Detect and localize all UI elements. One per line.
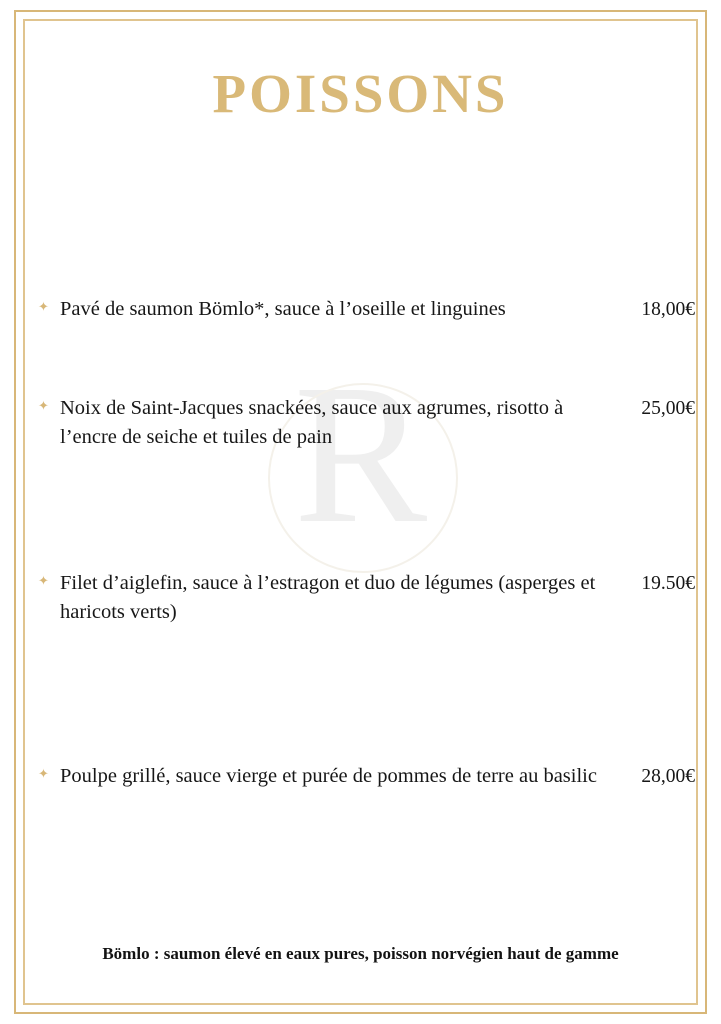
menu-items-list: [38, 295, 695, 791]
item-spacer: [38, 627, 695, 762]
menu-item-name: Filet d’aiglefin, sauce à l’estragon et duo de légumes (asperges et haricots verts): [60, 572, 596, 623]
menu-item-name: Pavé de saumon Bömlo*, sauce à l’oseille et linguines: [60, 298, 506, 320]
menu-item-name: Noix de Saint-Jacques snackées, sauce aux agrumes, risotto à l’encre de seiche et tuiles de pain: [60, 397, 564, 448]
menu-item-name: Poulpe grillé, sauce vierge et purée de pommes de terre au basilic: [60, 765, 597, 787]
menu-item-price: 28,00€: [641, 766, 695, 787]
menu-item-price: 19.50€: [641, 573, 695, 594]
item-spacer: [38, 452, 695, 569]
list-item: [38, 762, 695, 791]
footnote-text: Bömlo : saumon élevé en eaux pures, poisson norvégien haut de gamme: [102, 944, 619, 963]
watermark-letter: R: [293, 344, 428, 565]
diamond-bullet-icon: ✦: [38, 299, 49, 314]
diamond-bullet-icon: ✦: [38, 573, 49, 588]
page-title: POISSONS: [212, 63, 509, 124]
diamond-bullet-icon: ✦: [38, 398, 49, 413]
list-item: [38, 569, 695, 627]
list-item: [38, 295, 695, 324]
diamond-bullet-icon: ✦: [38, 766, 49, 781]
item-spacer: [38, 324, 695, 394]
list-item: [38, 394, 695, 452]
menu-item-price: 25,00€: [641, 398, 695, 419]
menu-item-price: 18,00€: [641, 299, 695, 320]
